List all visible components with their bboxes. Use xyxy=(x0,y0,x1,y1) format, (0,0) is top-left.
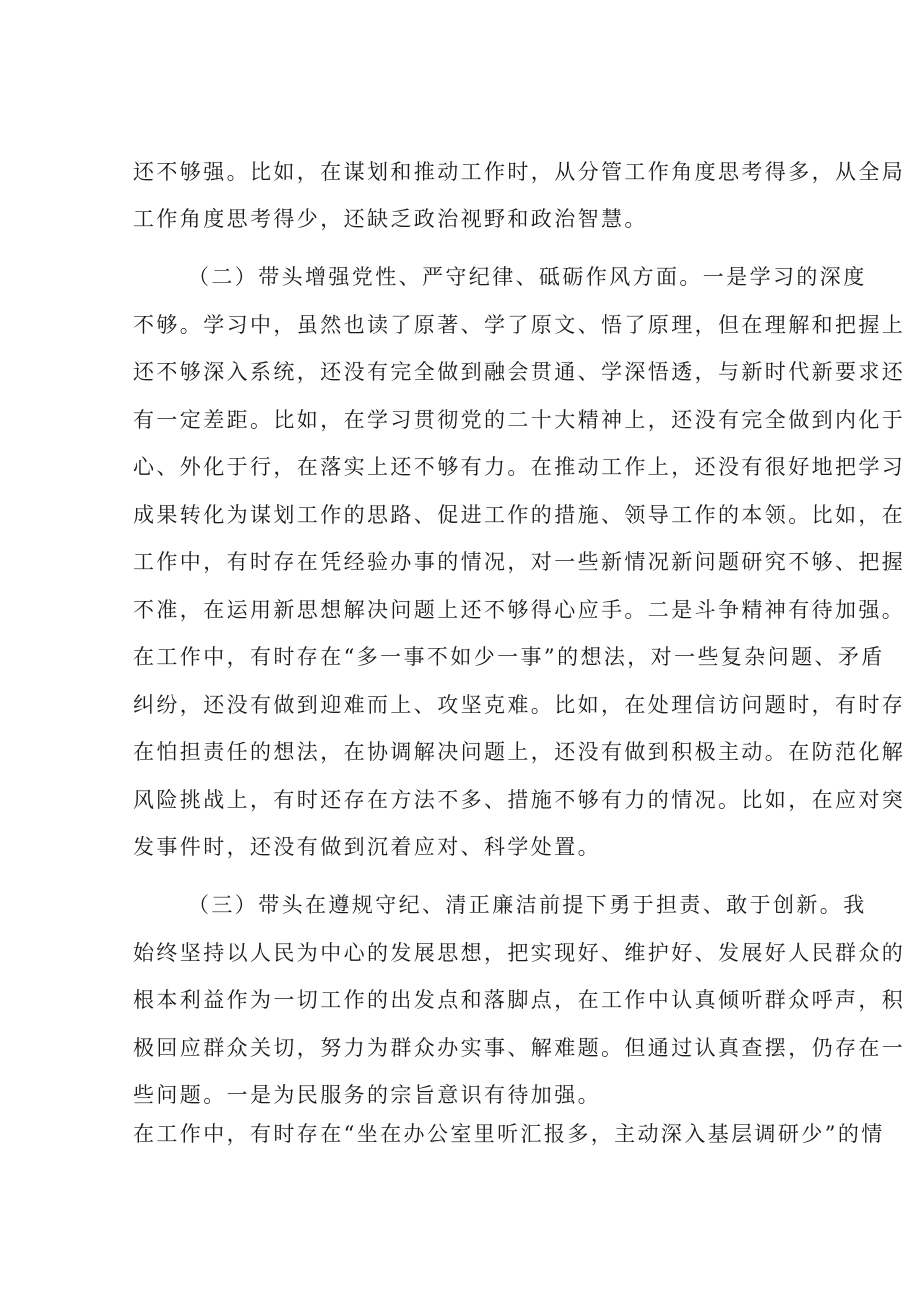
section-heading-line: （二）带头增强党性、严守纪律、砥砺作风方面。一是学习的深度 xyxy=(188,265,867,289)
text-line: 工作中，有时存在凭经验办事的情况，对一些新情况新问题研究不够、把握 xyxy=(133,550,906,574)
text-line: 有一定差距。比如，在学习贯彻党的二十大精神上，还没有完全做到内化于 xyxy=(133,408,906,432)
text-line: 还不够强。比如，在谋划和推动工作时，从分管工作角度思考得多，从全局 xyxy=(133,160,906,184)
text-line: 在工作中，有时存在“坐在办公室里听汇报多，主动深入基层调研少”的情 xyxy=(133,1122,885,1146)
text-line: 发事件时，还没有做到沉着应对、科学处置。 xyxy=(133,835,601,859)
text-line: 在怕担责任的想法，在协调解决问题上，还没有做到积极主动。在防范化解 xyxy=(133,740,906,764)
text-line: 不准，在运用新思想解决问题上还不够得心应手。二是斗争精神有待加强。 xyxy=(133,598,906,622)
text-line: 不够。学习中，虽然也读了原著、学了原文、悟了原理，但在理解和把握上 xyxy=(133,313,906,337)
text-line: 工作角度思考得少，还缺乏政治视野和政治智慧。 xyxy=(133,207,648,231)
text-line: 在工作中，有时存在“多一事不如少一事”的想法，对一些复杂问题、矛盾 xyxy=(133,645,885,669)
text-line: 还不够深入系统，还没有完全做到融会贯通、学深悟透，与新时代新要求还 xyxy=(133,360,906,384)
section-heading-line: （三）带头在遵规守纪、清正廉洁前提下勇于担责、敢于创新。我 xyxy=(188,893,867,917)
text-line: 纠纷，还没有做到迎难而上、攻坚克难。比如，在处理信访问题时，有时存 xyxy=(133,693,906,717)
text-line: 根本利益作为一切工作的出发点和落脚点，在工作中认真倾听群众呼声，积 xyxy=(133,988,906,1012)
text-line: 些问题。一是为民服务的宗旨意识有待加强。 xyxy=(133,1083,601,1107)
text-line: 始终坚持以人民为中心的发展思想，把实现好、维护好、发展好人民群众的 xyxy=(133,941,906,965)
text-line: 风险挑战上，有时还存在方法不多、措施不够有力的情况。比如，在应对突 xyxy=(133,788,906,812)
text-line: 心、外化于行，在落实上还不够有力。在推动工作上，还没有很好地把学习 xyxy=(133,455,906,479)
text-line: 极回应群众关切，努力为群众办实事、解难题。但通过认真查摆，仍存在一 xyxy=(133,1036,906,1060)
text-line: 成果转化为谋划工作的思路、促进工作的措施、领导工作的本领。比如，在 xyxy=(133,503,906,527)
